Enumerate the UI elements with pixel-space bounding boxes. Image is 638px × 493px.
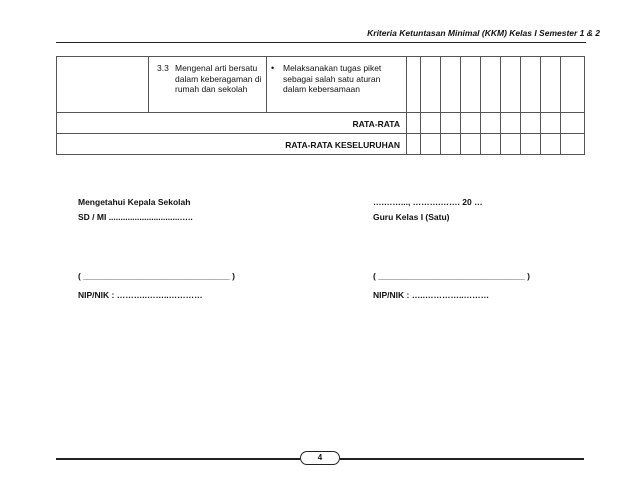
score-cell: [421, 113, 441, 134]
score-cell: [521, 134, 541, 155]
empty-cell: [57, 57, 149, 113]
score-cell: [561, 57, 585, 113]
score-cell: [501, 57, 521, 113]
competency-number: 3.3: [157, 63, 169, 73]
principal-nip: NIP/NIK : ………..……..…………: [78, 290, 203, 300]
score-cell: [521, 57, 541, 113]
score-cell: [441, 57, 461, 113]
competency-cell: [149, 57, 267, 113]
score-cell: [441, 113, 461, 134]
teacher-title: Guru Kelas I (Satu): [373, 212, 450, 222]
teacher-name-line: ( _______________________________ ): [373, 271, 530, 281]
score-cell: [481, 57, 501, 113]
indicator-text: Melaksanakan tugas piket sebagai salah satu aturan dalam kebersamaan: [283, 63, 382, 94]
score-cell: [521, 113, 541, 134]
score-cell: [421, 57, 441, 113]
overall-average-label: RATA-RATA KESELURUHAN: [57, 134, 407, 155]
school-name: SD / MI ..............................…..: [78, 212, 193, 222]
teacher-nip: NIP/NIK : …..…………..………: [373, 290, 490, 300]
document-header-title: Kriteria Ketuntasan Minimal (KKM) Kelas I Semester 1 & 2: [367, 28, 600, 38]
score-cell: [501, 134, 521, 155]
score-cell: [481, 134, 501, 155]
kkm-table: [56, 56, 585, 155]
table-row-average: [57, 113, 585, 134]
score-cell: [481, 113, 501, 134]
bullet-icon: •: [271, 63, 275, 73]
header-divider: [56, 42, 586, 43]
principal-name-line: ( _______________________________ ): [78, 271, 235, 281]
score-cell: [407, 57, 421, 113]
score-cell: [421, 134, 441, 155]
score-cell: [561, 134, 585, 155]
score-cell: [541, 113, 561, 134]
footer-divider-right: [340, 458, 584, 460]
score-cell: [441, 134, 461, 155]
date-line: ….……..., ……….……. 20 …: [373, 197, 483, 207]
principal-title: Mengetahui Kepala Sekolah: [78, 197, 191, 207]
table-row-competency: [57, 57, 585, 113]
indicator-cell: [267, 57, 407, 113]
score-cell: [407, 134, 421, 155]
score-cell: [461, 113, 481, 134]
score-cell: [501, 113, 521, 134]
page-number-badge: 4: [300, 451, 340, 465]
score-cell: [561, 113, 585, 134]
score-cell: [461, 57, 481, 113]
footer-divider-left: [56, 458, 300, 460]
score-cell: [407, 113, 421, 134]
score-cell: [461, 134, 481, 155]
score-cell: [541, 57, 561, 113]
average-label: RATA-RATA: [57, 113, 407, 134]
competency-text: Mengenal arti bersatu dalam keberagaman di rumah dan sekolah: [175, 63, 262, 94]
score-cell: [541, 134, 561, 155]
table-row-overall-average: [57, 134, 585, 155]
